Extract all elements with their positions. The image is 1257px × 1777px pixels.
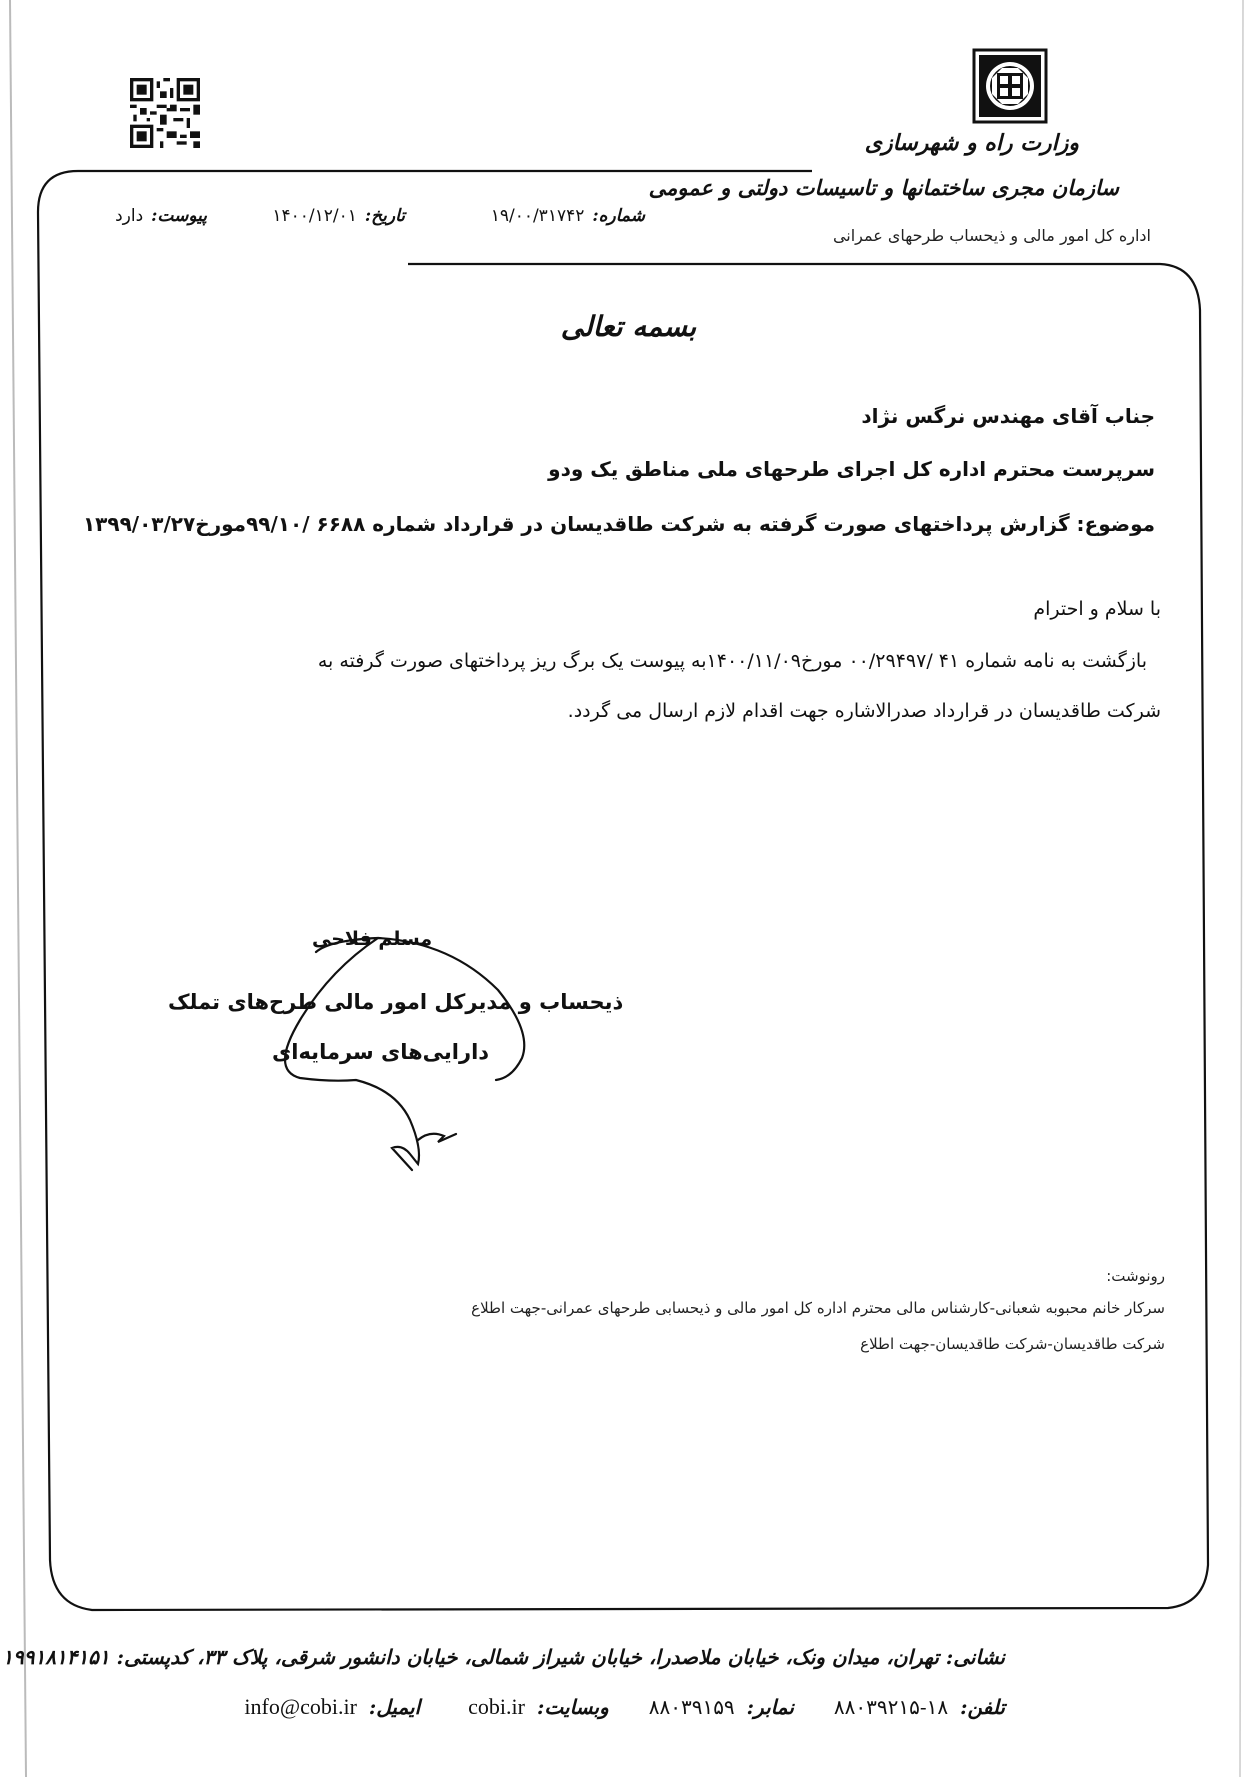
number-value: ۱۹/۰۰/۳۱۷۴۲ [490, 206, 585, 226]
phone-value: ۸۸۰۳۹۲۱۵-۱۸ [833, 1695, 949, 1719]
cc-line-2: شرکت طاقدیسان-شرکت طاقدیسان-جهت اطلاع [860, 1335, 1165, 1353]
letter-subject: موضوع: گزارش پرداختهای صورت گرفته به شرکت طاقدیسان در قرارداد شماره ۶۶۸۸ /۹۹/۱۰مورخ۱۳۹۹/۰۳/۲۷ [82, 512, 1155, 536]
qr-code [130, 78, 200, 148]
letter-number [491, 206, 645, 226]
signer-name: مسلم فلاحی [312, 928, 433, 950]
website-label: وبسایت: [536, 1695, 609, 1719]
cc-line-1: سرکار خانم محبوبه شعبانی-کارشناس مالی محترم اداره کل امور مالی و ذیحسابی طرحهای عمرانی-جهت اطلاع [471, 1299, 1165, 1317]
greeting: با سلام و احترام [1033, 598, 1161, 620]
signer-title-line-1: ذیحساب و مدیرکل امور مالی طرح‌های تملک [168, 990, 624, 1014]
number-label: شماره: [592, 206, 645, 226]
date-label: تاریخ: [364, 206, 405, 226]
email-label: ایمیل: [368, 1695, 421, 1719]
date-value: ۱۴۰۰/۱۲/۰۱ [272, 206, 357, 226]
footer-contacts [244, 1694, 1005, 1720]
signer-title-line-2: دارایی‌های سرمایه‌ای [272, 1040, 490, 1064]
organization-name: سازمان مجری ساختمانها و تاسیسات دولتی و عمومی [648, 175, 1119, 200]
letter-date [272, 206, 405, 226]
recipient-title: سرپرست محترم اداره کل اجرای طرحهای ملی مناطق یک ودو [548, 457, 1155, 481]
website-link[interactable]: cobi.ir [468, 1694, 525, 1719]
attachment-label: پیوست: [151, 206, 207, 226]
letter-attachment [115, 206, 207, 226]
ministry-logo [972, 48, 1048, 124]
phone-label: تلفن: [960, 1695, 1005, 1719]
recipient-name: جناب آقای مهندس نرگس نژاد [861, 404, 1155, 428]
footer-address: نشانی: تهران، میدان ونک، خیابان ملاصدرا، خیابان شیراز شمالی، خیابان دانشور شرقی، پلاک ۳۳، کدپستی: ۱۹۹۱۸۱۴۱۵۱ [2, 1645, 1005, 1669]
body-line-1: بازگشت به نامه شماره ۴۱ /۰۰/۲۹۴۹۷ مورخ۱۴۰۰/۱۱/۰۹به پیوست یک برگ ریز پرداختهای صورت گرفته به [317, 650, 1147, 672]
bismillah-heading: بسمه تعالی [560, 310, 697, 343]
cc-label: رونوشت: [1106, 1267, 1165, 1285]
department-name: اداره کل امور مالی و ذیحساب طرحهای عمرانی [832, 226, 1151, 245]
attachment-value: دارد [115, 206, 144, 226]
email-link[interactable]: info@cobi.ir [244, 1694, 357, 1719]
fax-value: ۸۸۰۳۹۱۵۹ [648, 1695, 735, 1719]
ministry-name: وزارت راه و شهرسازی [864, 130, 1079, 156]
body-line-2: شرکت طاقدیسان در قرارداد صدرالاشاره جهت اقدام لازم ارسال می گردد. [567, 700, 1161, 722]
fax-label: نمابر: [746, 1695, 794, 1719]
handwritten-signature [260, 930, 540, 1190]
